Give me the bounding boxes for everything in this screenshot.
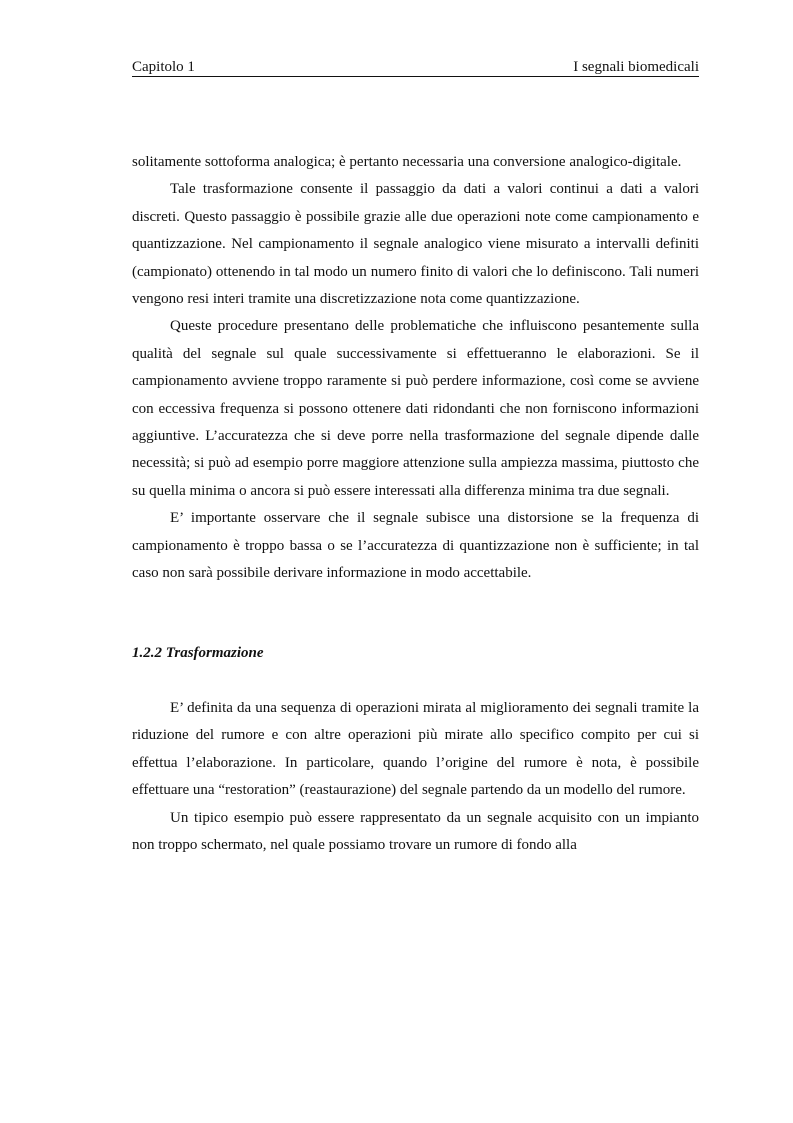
paragraph-6: Un tipico esempio può essere rappresentato da un segnale acquisito con un impianto non troppo schermato, nel quale possiamo trovare un rumore di fondo alla bbox=[132, 809, 699, 853]
chapter-title: I segnali biomedicali bbox=[573, 59, 699, 75]
running-header bbox=[132, 58, 699, 77]
chapter-label: Capitolo 1 bbox=[132, 59, 195, 75]
paragraph-3: Queste procedure presentano delle problematiche che influiscono pesantemente sulla qualità del segnale sul quale successivamente si effettueranno le elaborazioni. Se il campionamento avviene troppo raramente si può perdere informazione, così come se avviene con eccessiva frequenza si possono ottenere dati ridondanti che non forniscono informazioni aggiuntive. L’accuratezza che si deve porre nella trasformazione del segnale dipende dalle necessità; si può ad esempio porre maggiore attenzione sulla ampiezza massima, piuttosto che su quella minima o ancora si può essere interessati alla differenza minima tra due segnali. bbox=[132, 318, 699, 499]
body-text bbox=[132, 149, 699, 859]
paragraph-5: E’ definita da una sequenza di operazioni mirata al miglioramento dei segnali tramite la riduzione del rumore e con altre operazioni più mirate allo specifico compito per cui si effettua l’elaborazione. In particolare, quando l’origine del rumore è nota, è possibile effettuare una “restoration” (reastaurazione) del segnale partendo da un modello del rumore. bbox=[132, 699, 699, 799]
paragraph-1: solitamente sottoforma analogica; è pertanto necessaria una conversione analogico-digitale. bbox=[132, 154, 682, 170]
paragraph-2: Tale trasformazione consente il passaggio da dati a valori continui a dati a valori discreti. Questo passaggio è possibile grazie alle due operazioni note come campionamento e quantizzazione. Nel campionamento il segnale analogico viene misurato a intervalli definiti (campionato) ottenendo in tal modo un numero finito di valori che lo definiscono. Tali numeri vengono resi interi tramite una discretizzazione nota come quantizzazione. bbox=[132, 181, 699, 308]
paragraph-4: E’ importante osservare che il segnale subisce una distorsione se la frequenza di campionamento è troppo bassa o se l’accuratezza di quantizzazione non è sufficiente; in tal caso non sarà possibile derivare informazione in modo accettabile. bbox=[132, 510, 699, 582]
section-heading: 1.2.2 Trasformazione bbox=[132, 644, 264, 661]
